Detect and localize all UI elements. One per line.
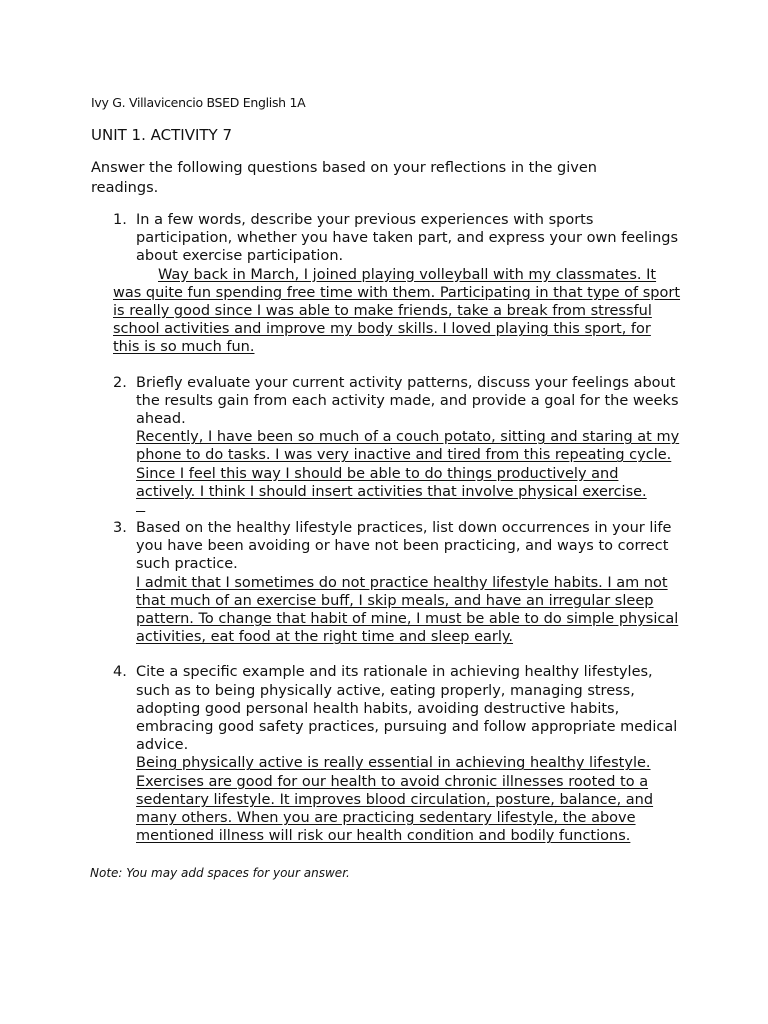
footnote: Note: You may add spaces for your answer. [90,866,350,880]
answer-text: Way back in March, I joined playing volleyball with my classmates. It was quite fun spending free time with them. Participating in that type of sport is really good since I was able to make friends, take a break from stressful school activities and improve my body skills. I loved playing this sport, for this is so much fun. [113,266,681,356]
question-item-1 [91,211,691,357]
question-text: In a few words, describe your previous experiences with sports participation, whether you have taken part, and express your own feelings about exercise participation. [136,212,679,265]
question-number: 4. [113,664,127,681]
spacer [91,646,691,663]
question-list [91,211,691,846]
question-item-4 [91,663,691,845]
author-line: Ivy G. Villavicencio BSED English 1A [91,95,306,110]
question-number: 3. [113,520,127,537]
blank-answer-line [136,501,691,512]
question-text: Briefly evaluate your current activity patterns, discuss your feelings about the results gain from each activity made, and provide a goal for the weeks ahead. [136,374,679,428]
question-item-2 [91,374,691,512]
page-title: UNIT 1. ACTIVITY 7 [91,126,233,144]
document-page [91,94,691,846]
spacer [91,357,691,374]
answer-text: Recently, I have been so much of a couch potato, sitting and staring at my phone to do tasks. I was very inactive and tired from this repeating cycle. Since I feel this way I should be able to do things productively and actively. I think I should insert activities that involve physical exercise. [136,429,680,500]
question-number: 2. [113,374,127,391]
spacer [91,512,691,519]
answer-text: I admit that I sometimes do not practice healthy lifestyle habits. I am not that much of an exercise buff, I skip meals, and have an irregular sleep pattern. To change that habit of mine, I must be able to do simple physical activities, eat food at the right time and sleep early. [136,574,679,646]
answer-text: Being physically active is really essential in achieving healthy lifestyle. Exercises are good for our health to avoid chronic illnesses rooted to a sedentary lifestyle. It improves blood circulation, posture, balance, and many others. When you are practicing sedentary lifestyle, the above mentioned illness will risk our health condition and bodily functions. [136,755,654,845]
question-text: Cite a specific example and its rationale in achieving healthy lifestyles, such as to being physically active, eating properly, managing stress, adopting good personal health habits, avoiding destructive habits, embracing good safety practices, pursuing and follow appropriate medical advice. [136,664,678,754]
question-text: Based on the healthy lifestyle practices, list down occurrences in your life you have been avoiding or have not been practicing, and ways to correct such practice. [136,520,672,573]
question-number: 1. [113,212,127,228]
instructions-text: Answer the following questions based on your reflections in the given readings. [91,160,597,196]
question-item-3 [91,519,691,646]
